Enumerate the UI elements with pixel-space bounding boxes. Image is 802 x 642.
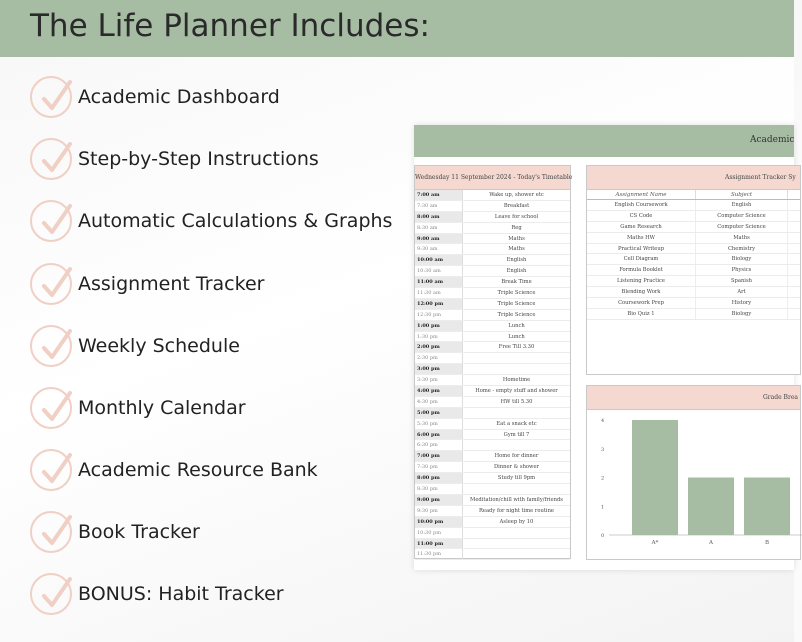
timetable-row [415,430,570,441]
timetable-row [415,375,570,386]
timetable-time: 3:30 pm [415,375,463,385]
check-circle-icon [30,511,72,553]
feature-item [30,572,284,616]
timetable-activity [463,364,570,374]
timetable-activity: Eat a snack etc [496,420,537,427]
check-circle-icon [30,138,72,180]
timetable-activity: Break Time [501,279,532,286]
timetable-time: 10:30 am [415,266,463,276]
assignment-row [587,287,800,298]
timetable-activity: Maths [508,235,525,242]
timetable-activity: Maths [508,246,525,253]
assignment-subject-cell: Physics [696,265,788,275]
feature-item [30,75,280,119]
feature-item [30,262,264,306]
timetable-activity: Triple Science [497,300,536,307]
assignment-subject-cell: Art [696,287,788,297]
timetable-activity [463,484,570,494]
assignment-row [587,254,800,265]
assignment-row [587,200,800,211]
timetable-time: 5:00 pm [415,408,463,418]
assignment-subject-cell: Maths [696,233,788,243]
feature-label: Weekly Schedule [78,335,240,357]
timetable-time: 1:00 pm [415,321,463,331]
assignment-body [587,200,800,320]
assignment-name-cell: Blending Work [587,287,696,297]
assignment-name-cell: Coursework Prep [587,298,696,308]
timetable-time: 11:30 am [415,288,463,298]
check-circle-icon [30,263,72,305]
y-tick-label: 2 [601,475,605,482]
feature-label: Automatic Calculations & Graphs [78,210,393,232]
timetable-row [415,288,570,299]
assignment-row [587,309,800,320]
dashboard-header [414,125,794,157]
timetable-row [415,277,570,288]
timetable-activity [463,549,570,559]
timetable-row [415,506,570,517]
feature-label: BONUS: Habit Tracker [78,583,284,605]
timetable-time: 4:00 pm [415,386,463,396]
assignment-name-cell: Game Research [587,222,696,232]
timetable-activity: Free Till 3.30 [498,344,535,351]
timetable-activity [463,539,570,549]
timetable-time: 3:00 pm [415,364,463,374]
check-circle-icon [30,200,72,242]
bar-A* [632,420,678,535]
timetable-activity: Home - empty stuff and shower [475,388,558,395]
feature-label: Book Tracker [78,521,200,543]
assignment-name-cell: Cell Diagram [587,254,696,264]
timetable-time: 9:00 am [415,234,463,244]
assignment-name-cell: Formula Booklet [587,265,696,275]
timetable-time: 11:00 am [415,277,463,287]
feature-item [30,199,392,243]
bar-B [744,478,790,536]
timetable-body [415,190,570,560]
y-tick-label: 1 [601,504,605,511]
timetable-row [415,473,570,484]
feature-item [30,386,246,430]
timetable-time: 2:30 pm [415,353,463,363]
assignment-subject-cell: English [696,200,788,210]
timetable-activity: Ready for night time routine [478,507,555,514]
feature-item [30,510,200,554]
timetable-time: 9:30 pm [415,506,463,516]
timetable-time: 7:30 pm [415,462,463,472]
timetable-activity [463,528,570,538]
timetable-row [415,310,570,321]
timetable-time: 2:00 pm [415,342,463,352]
timetable-row [415,223,570,234]
feature-item [30,448,318,492]
timetable-row [415,353,570,364]
assignment-name-cell: CS Code [587,211,696,221]
timetable-activity: Breakfast [503,202,530,209]
timetable-time: 8:30 am [415,223,463,233]
assignment-row [587,233,800,244]
timetable-activity: Triple Science [497,290,536,297]
column-header-assignment-name: Assignment Name [587,190,696,199]
header-bar [0,0,794,57]
check-circle-icon [30,449,72,491]
timetable-row [415,212,570,223]
assignment-subject-cell: Biology [696,309,788,319]
timetable-title: Wednesday 11 September 2024 - Today's Timetable [415,166,570,190]
check-circle-icon [30,76,72,118]
timetable-time: 4:30 pm [415,397,463,407]
timetable-activity: Reg [511,224,522,231]
assignment-subject-cell: Computer Science [696,211,788,221]
feature-label: Monthly Calendar [78,397,246,419]
assignment-row [587,298,800,309]
timetable-time: 7:00 pm [415,451,463,461]
timetable-activity: Study till 9pm [497,475,536,482]
timetable-row [415,419,570,430]
column-header-subject: Subject [696,190,788,199]
timetable-row [415,539,570,550]
assignment-header-row [587,190,800,200]
grade-breakdown-panel [586,385,801,560]
timetable-row [415,266,570,277]
timetable-panel [414,165,571,559]
timetable-row [415,528,570,539]
check-circle-icon [30,325,72,367]
assignment-subject-cell: Chemistry [696,244,788,254]
timetable-time: 11:30 pm [415,549,463,559]
timetable-row [415,332,570,343]
feature-label: Academic Resource Bank [78,459,318,481]
timetable-row [415,386,570,397]
timetable-activity: HW till 5.30 [500,398,533,405]
feature-item [30,324,240,368]
bar-A [688,478,734,536]
assignment-row [587,222,800,233]
timetable-activity: Triple Science [497,311,536,318]
feature-label: Academic Dashboard [78,86,280,108]
timetable-activity: Gym till 7 [503,431,530,438]
feature-label: Assignment Tracker [78,273,265,295]
timetable-time: 8:30 pm [415,484,463,494]
timetable-row [415,462,570,473]
timetable-time: 11:00 pm [415,539,463,549]
timetable-time: 9:30 am [415,244,463,254]
timetable-time: 12:00 pm [415,299,463,309]
assignment-name-cell: Maths HW [587,233,696,243]
page-title: The Life Planner Includes: [30,8,430,44]
timetable-row [415,234,570,245]
timetable-time: 6:30 pm [415,440,463,450]
timetable-activity [463,353,570,363]
timetable-time: 10:30 pm [415,528,463,538]
assignment-subject-cell: Biology [696,254,788,264]
timetable-time: 7:00 am [415,190,463,200]
check-circle-icon [30,387,72,429]
timetable-activity: Dinner & shower [493,464,540,471]
assignment-name-cell: English Coursework [587,200,696,210]
assignment-tracker-title: Assignment Tracker Sy [587,166,800,190]
timetable-time: 12:30 pm [415,310,463,320]
feature-label: Step-by-Step Instructions [78,148,319,170]
timetable-time: 9:00 pm [415,495,463,505]
x-tick-label: A [709,540,713,546]
check-circle-icon [30,573,72,615]
y-tick-label: 4 [601,418,605,424]
assignment-row [587,265,800,276]
y-tick-label: 0 [601,533,605,539]
timetable-row [415,190,570,201]
assignment-subject-cell: Spanish [696,276,788,286]
timetable-time: 6:00 pm [415,430,463,440]
timetable-activity: Home for dinner [494,453,539,460]
timetable-time: 5:30 pm [415,419,463,429]
timetable-row [415,408,570,419]
timetable-activity [463,440,570,450]
assignment-row [587,244,800,255]
timetable-time: 10:00 pm [415,517,463,527]
timetable-row [415,549,570,560]
timetable-row [415,517,570,528]
assignment-name-cell: Bio Quiz 1 [587,309,696,319]
assignment-row [587,211,800,222]
timetable-time: 10:00 am [415,255,463,265]
dashboard-preview [414,125,798,570]
timetable-activity: Meditation/chill with family/friends [470,496,563,503]
timetable-activity: English [506,268,527,275]
timetable-activity: Lunch [508,322,525,329]
timetable-row [415,397,570,408]
timetable-time: 7:30 am [415,201,463,211]
timetable-activity: English [506,257,527,264]
timetable-row [415,321,570,332]
assignment-name-cell: Listening Practice [587,276,696,286]
timetable-row [415,299,570,310]
x-tick-label: A* [651,540,659,546]
timetable-row [415,244,570,255]
timetable-time: 1:30 pm [415,332,463,342]
assignment-row [587,276,800,287]
assignment-subject-cell: History [696,298,788,308]
timetable-activity: Asleep by 10 [499,518,534,525]
timetable-row [415,440,570,451]
timetable-row [415,364,570,375]
timetable-time: 8:00 pm [415,473,463,483]
timetable-row [415,201,570,212]
timetable-time: 8:00 am [415,212,463,222]
timetable-row [415,484,570,495]
timetable-activity: Leave for school [494,213,539,220]
timetable-activity: Wake up, shower etc [489,192,544,198]
assignment-name-cell: Practical Writeup [587,244,696,254]
timetable-row [415,255,570,266]
timetable-activity [463,408,570,418]
timetable-row [415,342,570,353]
timetable-activity: Lunch [508,333,525,340]
grade-chart [587,410,802,560]
x-tick-label: B [764,540,770,546]
assignment-subject-cell: Computer Science [696,222,788,232]
timetable-activity: Hometime [502,377,531,384]
feature-item [30,137,319,181]
grade-breakdown-title: Grade Brea [587,386,800,410]
assignment-tracker-panel [586,165,801,375]
timetable-row [415,451,570,462]
dashboard-title: Academic [750,135,795,145]
timetable-row [415,495,570,506]
y-tick-label: 3 [601,446,605,453]
